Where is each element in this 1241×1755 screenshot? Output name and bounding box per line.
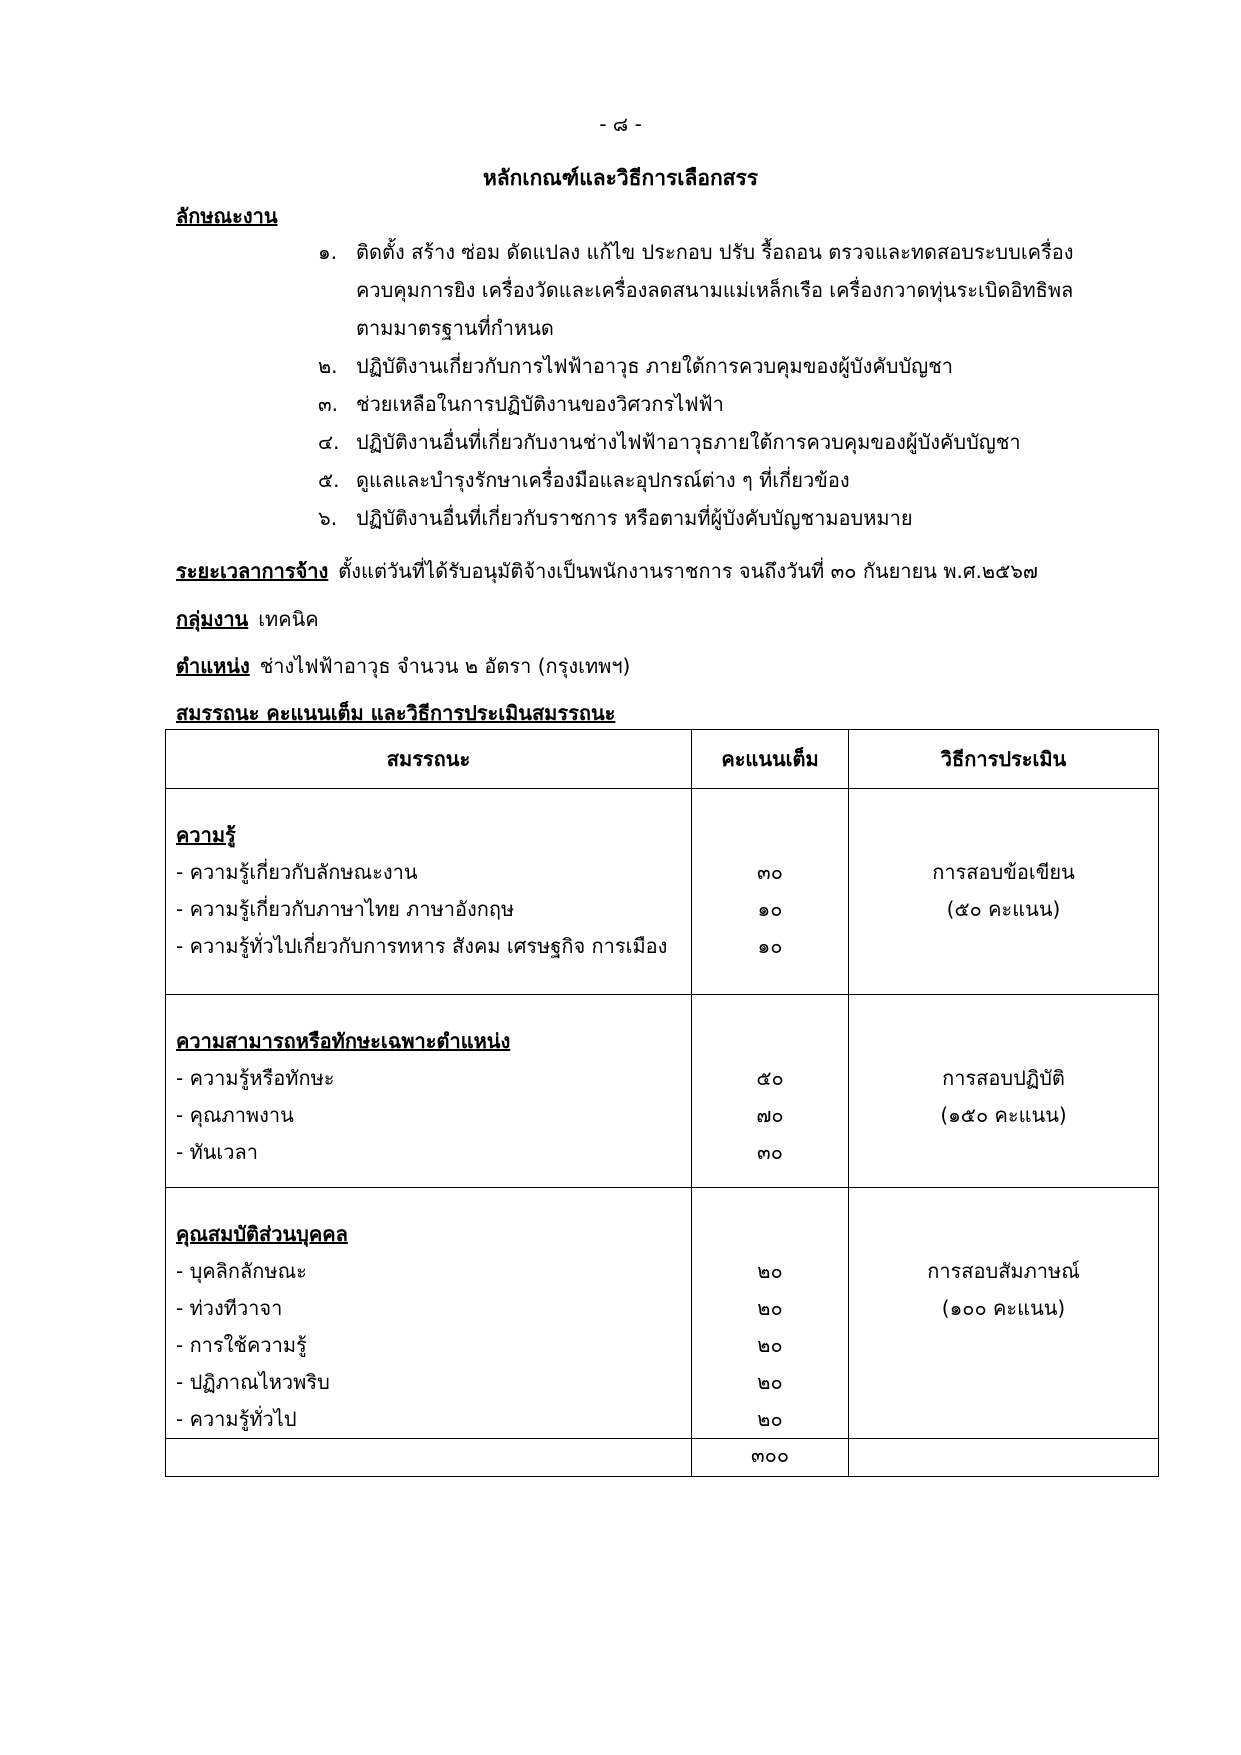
position-value: ช่างไฟฟ้าอาวุธ จำนวน ๒ อัตรา (กรุงเทพฯ) — [259, 654, 631, 678]
list-item: - ทันเวลา — [176, 1140, 258, 1164]
method-cell — [849, 1188, 1159, 1439]
competency-cell — [166, 1188, 692, 1439]
duty-item-1-line-3: ตามมาตรฐานที่กำหนด — [356, 316, 554, 340]
competency-table — [165, 729, 1159, 1477]
duty-text: ปฏิบัติงานเกี่ยวกับการไฟฟ้าอาวุธ ภายใต้การควบคุมของผู้บังคับบัญชา — [356, 354, 953, 378]
table-row — [166, 1188, 1159, 1439]
duty-item-3 — [318, 388, 724, 420]
table-header-row — [166, 730, 1159, 789]
position-row — [176, 650, 630, 682]
method-points: (๑๐๐ คะแนน) — [941, 1296, 1066, 1320]
list-item: - บุคลิกลักษณะ — [176, 1259, 307, 1283]
duty-number: ๑. — [318, 240, 338, 264]
list-item: - การใช้ความรู้ — [176, 1333, 307, 1357]
competency-cell — [166, 995, 692, 1188]
total-score: ๓๐๐ — [692, 1439, 849, 1477]
list-item: - ความรู้ทั่วไปเกี่ยวกับการทหาร สังคม เศรษฐกิจ การเมือง — [176, 934, 668, 958]
duty-item-4 — [318, 426, 1021, 458]
total-row — [166, 1439, 1159, 1477]
duty-text: ช่วยเหลือในการปฏิบัติงานของวิศวกรไฟฟ้า — [356, 392, 724, 416]
duty-number: ๖. — [318, 506, 338, 530]
score-value: ๑๐ — [757, 934, 783, 958]
list-item: - ความรู้เกี่ยวกับภาษาไทย ภาษาอังกฤษ — [176, 897, 515, 921]
page-number: - ๘ - — [599, 112, 642, 136]
list-item: - ความรู้หรือทักษะ — [176, 1066, 335, 1090]
score-value: ๒๐ — [757, 1370, 783, 1394]
duty-item-6 — [318, 502, 913, 534]
score-value: ๒๐ — [757, 1259, 783, 1283]
score-value: ๒๐ — [757, 1296, 783, 1320]
employment-period-label: ระยะเวลาการจ้าง — [176, 559, 329, 583]
table-row — [166, 995, 1159, 1188]
duty-item-1-line-2: ควบคุมการยิง เครื่องวัดและเครื่องลดสนามแม่เหล็กเรือ เครื่องกวาดทุ่นระเบิดอิทธิพล — [356, 278, 1074, 302]
list-item: - ความรู้ทั่วไป — [176, 1407, 297, 1431]
score-value: ๑๐ — [757, 897, 783, 921]
position-label: ตำแหน่ง — [176, 654, 250, 678]
category-skills: ความสามารถหรือทักษะเฉพาะตำแหน่ง — [176, 1029, 511, 1053]
total-empty-cell — [166, 1439, 692, 1477]
method-name: การสอบสัมภาษณ์ — [927, 1259, 1080, 1283]
job-group-label: กลุ่มงาน — [176, 607, 249, 631]
method-name: การสอบปฏิบัติ — [942, 1066, 1065, 1090]
score-value: ๗๐ — [756, 1103, 784, 1127]
score-value: ๒๐ — [757, 1407, 783, 1431]
method-points: (๕๐ คะแนน) — [946, 897, 1061, 921]
duty-text: ปฏิบัติงานอื่นที่เกี่ยวกับงานช่างไฟฟ้าอาวุธภายใต้การควบคุมของผู้บังคับบัญชา — [356, 430, 1021, 454]
job-group-row — [176, 603, 319, 635]
score-value: ๒๐ — [757, 1333, 783, 1357]
job-group-value: เทคนิค — [258, 607, 319, 631]
score-value: ๓๐ — [757, 860, 783, 884]
list-item: - ปฏิภาณไหวพริบ — [176, 1370, 330, 1394]
duty-text: ปฏิบัติงานอื่นที่เกี่ยวกับราชการ หรือตามที่ผู้บังคับบัญชามอบหมาย — [356, 506, 913, 530]
score-cell — [692, 789, 849, 995]
duty-item-2 — [318, 350, 953, 382]
table-row — [166, 789, 1159, 995]
document-title: หลักเกณฑ์และวิธีการเลือกสรร — [482, 166, 759, 190]
method-cell — [849, 995, 1159, 1188]
duty-number: ๕. — [318, 468, 340, 492]
competency-cell — [166, 789, 692, 995]
score-cell — [692, 995, 849, 1188]
duty-item-1 — [318, 236, 1074, 268]
duty-text: ดูแลและบำรุงรักษาเครื่องมือและอุปกรณ์ต่าง ๆ ที่เกี่ยวข้อง — [356, 468, 850, 492]
job-description-heading: ลักษณะงาน — [176, 204, 278, 228]
employment-period-row — [176, 555, 1038, 587]
total-empty-cell — [849, 1439, 1159, 1477]
header-competency: สมรรถนะ — [166, 730, 692, 789]
duty-number: ๒. — [318, 354, 338, 378]
score-value: ๕๐ — [756, 1066, 784, 1090]
duty-number: ๔. — [318, 430, 340, 454]
employment-period-value: ตั้งแต่วันที่ได้รับอนุมัติจ้างเป็นพนักงานราชการ จนถึงวันที่ ๓๐ กันยายน พ.ศ.๒๕๖๗ — [338, 559, 1038, 583]
list-item: - ท่วงทีวาจา — [176, 1296, 283, 1320]
list-item: - คุณภาพงาน — [176, 1103, 294, 1127]
duty-item-5 — [318, 464, 850, 496]
category-personal: คุณสมบัติส่วนบุคคล — [176, 1222, 348, 1246]
header-method: วิธีการประเมิน — [849, 730, 1159, 789]
duty-text: ติดตั้ง สร้าง ซ่อม ดัดแปลง แก้ไข ประกอบ ปรับ รื้อถอน ตรวจและทดสอบระบบเครื่อง — [356, 240, 1074, 264]
method-cell — [849, 789, 1159, 995]
method-points: (๑๕๐ คะแนน) — [940, 1103, 1067, 1127]
category-knowledge: ความรู้ — [176, 823, 236, 847]
competency-heading: สมรรถนะ คะแนนเต็ม และวิธีการประเมินสมรรถนะ — [176, 701, 616, 725]
list-item: - ความรู้เกี่ยวกับลักษณะงาน — [176, 860, 418, 884]
duty-number: ๓. — [318, 392, 339, 416]
header-full-score: คะแนนเต็ม — [692, 730, 849, 789]
score-value: ๓๐ — [757, 1140, 783, 1164]
method-name: การสอบข้อเขียน — [932, 860, 1075, 884]
score-cell — [692, 1188, 849, 1439]
